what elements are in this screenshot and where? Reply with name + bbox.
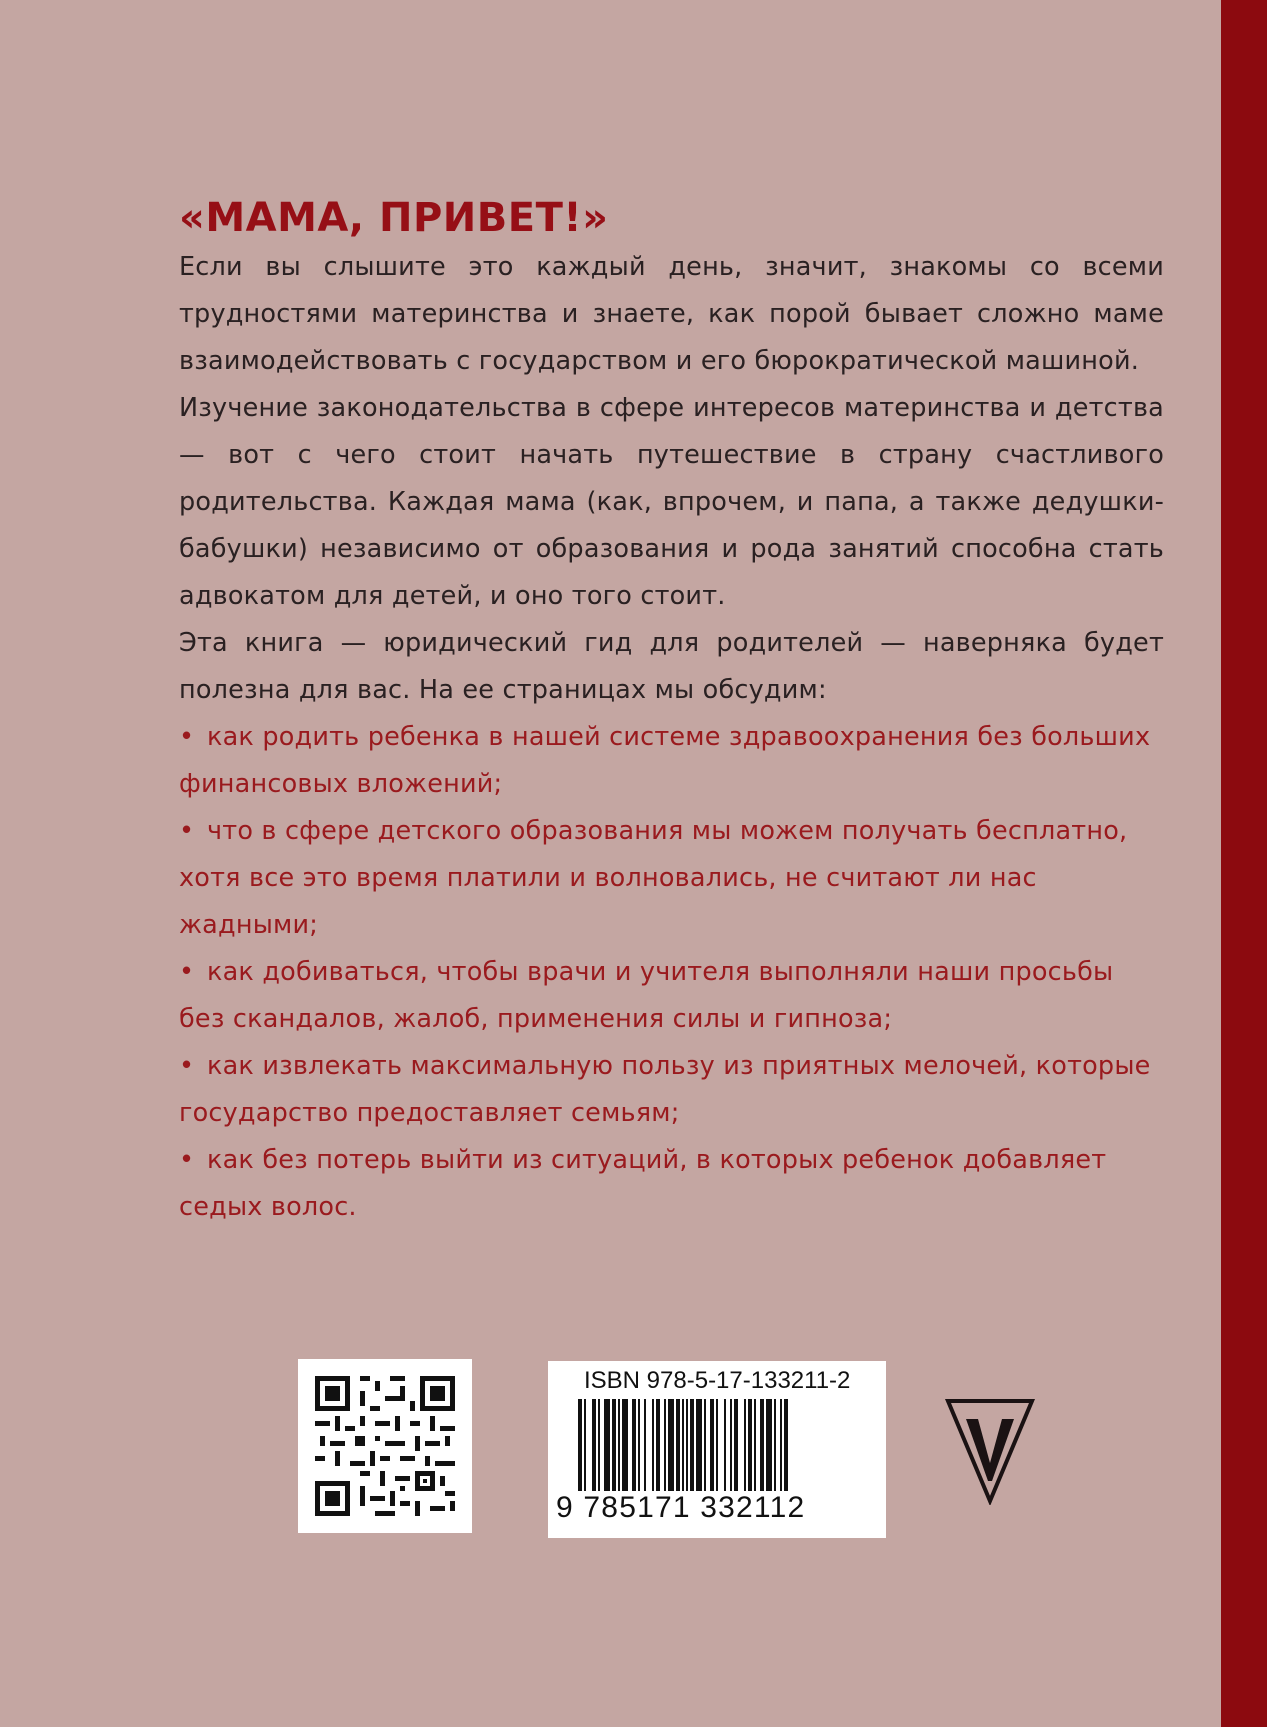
barcode-bar [644, 1399, 646, 1491]
list-item-text: что в сфере детского образования мы можем получать бесплатно, хотя все это время платили и волновались, не считают ли нас жадными; [179, 816, 1128, 940]
topics-list [179, 714, 1164, 1231]
list-item-text: как извлекать максимальную пользу из приятных мелочей, которые государство предоставляет семьям; [179, 1051, 1151, 1128]
barcode-bar [748, 1399, 752, 1491]
barcode-bar [584, 1399, 586, 1491]
barcode-bar [724, 1399, 726, 1491]
barcode-bar [744, 1399, 746, 1491]
barcode-bar [774, 1399, 776, 1491]
barcode-bar [682, 1399, 684, 1491]
barcode-bar [710, 1399, 714, 1491]
list-item-text: как без потерь выйти из ситуаций, в которых ребенок добавляет седых волос. [179, 1145, 1107, 1222]
list-item [179, 1137, 1164, 1231]
barcode-bar [578, 1399, 582, 1491]
barcode-bar [696, 1399, 702, 1491]
barcode-bar [686, 1399, 688, 1491]
barcode-bar [598, 1399, 600, 1491]
bullet-icon: • [179, 722, 195, 752]
bullet-icon: • [179, 1051, 195, 1081]
bullet-icon: • [179, 1145, 195, 1175]
barcode-bar [604, 1399, 610, 1491]
list-item [179, 714, 1164, 808]
list-item [179, 1043, 1164, 1137]
barcode-bar [592, 1399, 596, 1491]
barcode-bar [754, 1399, 756, 1491]
qr-code-panel [298, 1359, 472, 1533]
barcode-bar [656, 1399, 660, 1491]
barcode-bar [676, 1399, 680, 1491]
barcode-bar [704, 1399, 706, 1491]
barcode-bar [638, 1399, 640, 1491]
barcode-bar [618, 1399, 620, 1491]
triangle-v-logo-icon [944, 1397, 1036, 1505]
barcode-bar [668, 1399, 674, 1491]
barcode-bar [622, 1399, 628, 1491]
ean-digits: 9 785171 332112 [556, 1491, 806, 1524]
barcode-bar [664, 1399, 666, 1491]
barcode-bar [734, 1399, 738, 1491]
list-item-text: как родить ребенка в нашей системе здравоохранения без больших финансовых вложений; [179, 722, 1151, 799]
barcode-bar [652, 1399, 654, 1491]
barcode-bar [690, 1399, 694, 1491]
barcode-bar [730, 1399, 732, 1491]
barcode-bar [780, 1399, 782, 1491]
list-item [179, 949, 1164, 1043]
barcode-bar [760, 1399, 764, 1491]
list-item-text: как добиваться, чтобы врачи и учителя выполняли наши просьбы без скандалов, жалоб, применения силы и гипноза; [179, 957, 1114, 1034]
barcode-bar [784, 1399, 788, 1491]
back-cover-text [179, 194, 1164, 1231]
barcode-bar [632, 1399, 636, 1491]
bullet-icon: • [179, 957, 195, 987]
qr-code-icon [315, 1376, 455, 1516]
barcode-bar [612, 1399, 616, 1491]
intro-paragraph-1: Если вы слышите это каждый день, значит, знакомы со всеми трудностями материнства и знаете, как порой бывает сложно маме взаимодействовать с государством и его бюрократической машиной. [179, 252, 1164, 376]
barcode-bar [716, 1399, 718, 1491]
isbn-label: ISBN 978-5-17-133211-2 [584, 1367, 851, 1394]
barcode-bar [766, 1399, 772, 1491]
barcode-icon [578, 1399, 860, 1499]
book-tagline-title: «МАМА, ПРИВЕТ!» [179, 195, 609, 241]
bullet-icon: • [179, 816, 195, 846]
intro-paragraph-3: Эта книга — юридический гид для родителей — наверняка будет полезна для вас. На ее страницах мы обсудим: [179, 628, 1164, 705]
isbn-barcode-panel [548, 1361, 886, 1538]
list-item [179, 808, 1164, 949]
intro-paragraph-2: Изучение законодательства в сфере интересов материнства и детства — вот с чего стоит начать путешествие в страну счастливого родительства. Каждая мама (как, впрочем, и папа, а также дедушки-бабушки) независимо от образования и рода занятий способна стать адвокатом для детей, и оно того стоит. [179, 393, 1164, 611]
spine-band [1221, 0, 1267, 1727]
